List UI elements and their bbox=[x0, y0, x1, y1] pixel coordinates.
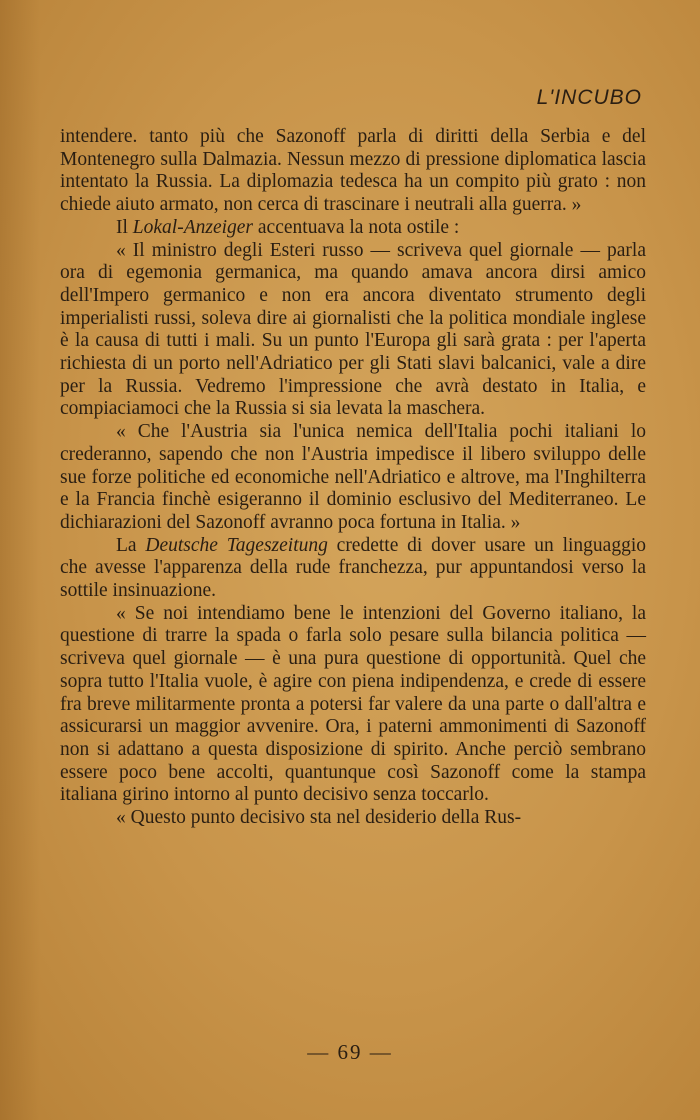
page-gutter-shadow bbox=[0, 0, 40, 1120]
text-run: accentuava la nota ostile : bbox=[253, 216, 460, 238]
text-run: intendere. tanto più che Sazonoff parla di diritti della Serbia e del Montenegro sulla Dalmazia. Nessun mezzo di pressione diplomatica lascia intentato la Russia. La diplomazia tedesca ha un compito più grato : non chiede aiuto armato, non cerca di trascinare i neutrali alla guerra. » bbox=[60, 126, 646, 216]
italic-title: Deutsche Tageszeitung bbox=[145, 534, 328, 556]
paragraph bbox=[60, 535, 646, 603]
italic-title: Lokal-Anzeiger bbox=[132, 216, 254, 238]
paragraph bbox=[60, 807, 646, 830]
paragraph bbox=[60, 240, 646, 422]
page-number: — 69 — bbox=[307, 1040, 393, 1064]
paragraph bbox=[60, 603, 646, 807]
paragraph bbox=[60, 421, 646, 535]
running-head: L'INCUBO bbox=[536, 86, 642, 109]
text-run: « Il ministro degli Esteri russo — scriveva quel giornale — parla ora di egemonia germanica, ma quando amava ancora dirsi amico dell'Impero germanico e non era ancora diventato strumento degli imperialisti russi, soleva dire ai giornalisti che la politica mondiale inglese è la causa di tutti i mali. Su un punto l'Europa gli sarà grata : per l'aperta richiesta di un porto nell'Adriatico per gli Stati slavi balcanici, vale a dire per la Russia. Vedremo l'impressione che avrà destato in Italia, e compiaciamoci che la Russia si sia levata la maschera. bbox=[60, 239, 646, 420]
text-run: Il bbox=[116, 216, 133, 238]
text-run: « Questo punto decisivo sta nel desiderio della Rus- bbox=[116, 807, 522, 829]
paragraph bbox=[60, 217, 646, 240]
text-run: credette di dover usare un linguaggio che avesse l'apparenza della rude franchezza, pur appuntandosi verso la sottile insinuazione. bbox=[60, 534, 646, 602]
text-run: « Che l'Austria sia l'unica nemica dell'Italia pochi italiani lo crederanno, sapendo che non l'Austria impedisce il libero sviluppo delle sue forze politiche ed economiche nell'Adriatico e altrove, ma l'Inghilterra e la Francia finchè esigeranno il dominio esclusivo del Mediterraneo. Le dichiarazioni del Sazonoff avranno poca fortuna in Italia. » bbox=[60, 421, 646, 533]
text-run: La bbox=[116, 534, 146, 556]
body-text bbox=[60, 126, 646, 830]
text-run: « Se noi intendiamo bene le intenzioni del Governo italiano, la questione di trarre la spada o farla solo pesare sulla bilancia politica — scriveva quel giornale — è una pura questione di opportunità. Quel che sopra tutto l'Italia vuole, è agire con piena indipendenza, e crede di essere fra breve militarmente pronta a potersi far valere da una parte o dall'altra e assicurarsi un maggior avvenire. Ora, i paterni ammonimenti di Sazonoff non si adattano a questa disposizione di spirito. Anche perciò sembrano essere poco bene accolti, quantunque così Sazonoff come la stampa italiana girino intorno al punto decisivo senza toccarlo. bbox=[60, 602, 646, 806]
paragraph bbox=[60, 126, 646, 217]
